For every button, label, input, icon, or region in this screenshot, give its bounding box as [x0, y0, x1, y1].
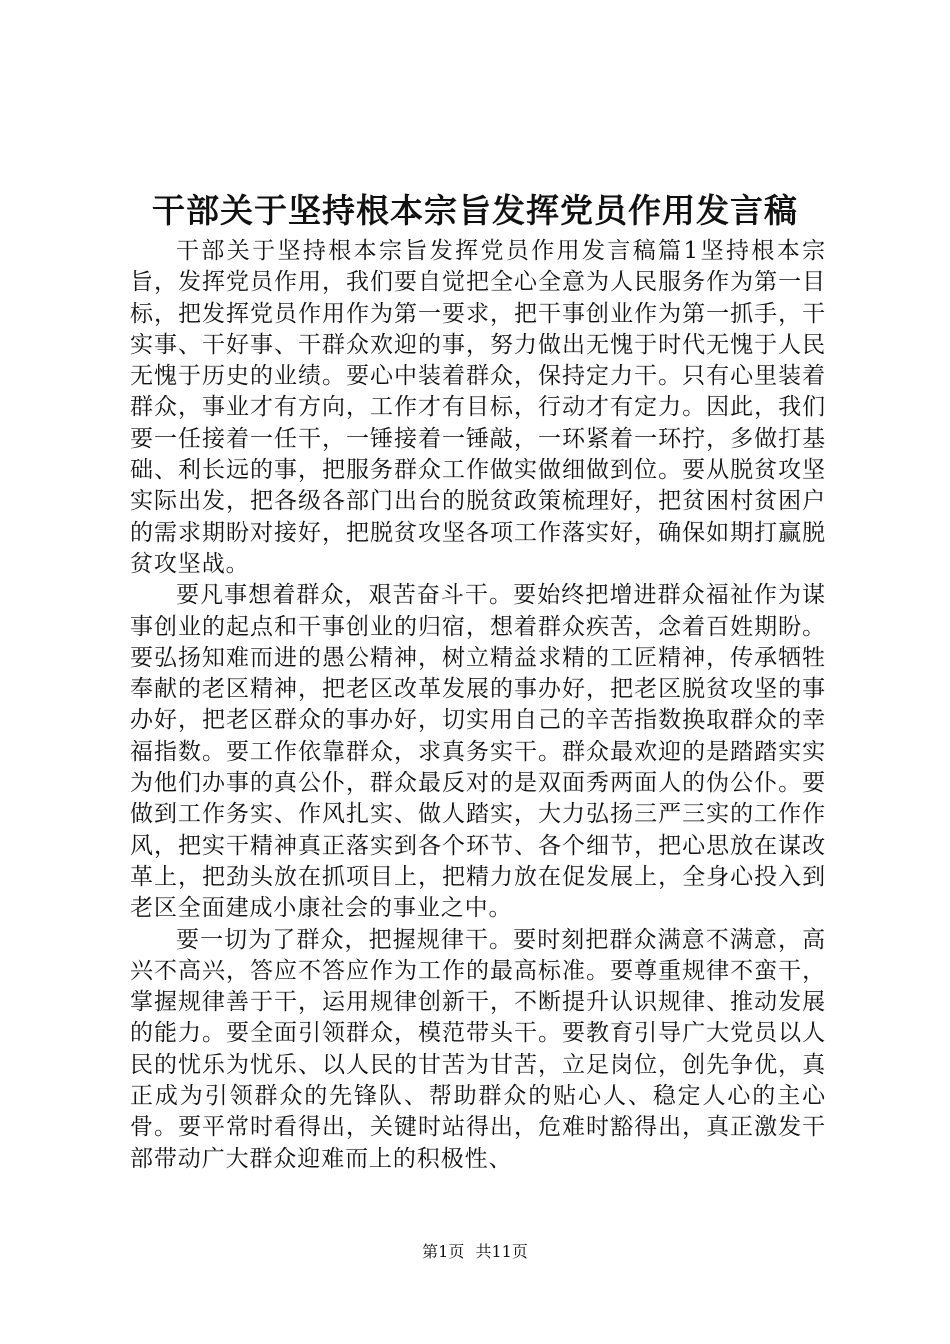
- document-title: 干部关于坚持根本宗旨发挥党员作用发言稿: [152, 191, 798, 230]
- paragraph-2: 要凡事想着群众，艰苦奋斗干。要始终把增进群众福祉作为谋事创业的起点和干事创业的归宿，想着群众疾苦，念着百姓期盼。要弘扬知难而进的愚公精神，树立精益求精的工匠精神，传承牺牲奉献的老区精神，把老区改革发展的事办好，把老区脱贫攻坚的事办好，把老区群众的事办好，切实用自己的辛苦指数换取群众的幸福指数。要工作依靠群众，求真务实干。群众最欢迎的是踏踏实实为他们办事的真公仆，群众最反对的是双面秀两面人的伪公仆。要做到工作务实、作风扎实、做人踏实，大力弘扬三严三实的工作作风，把实干精神真正落实到各个环节、各个细节，把心思放在谋改革上，把劲头放在抓项目上，把精力放在促发展上，全身心投入到老区全面建成小康社会的事业之中。: [130, 582, 826, 922]
- document-body: [130, 236, 826, 1175]
- page-total: 共11页: [475, 1242, 528, 1261]
- page-footer: [0, 1240, 950, 1264]
- page-number: 第1页: [422, 1242, 465, 1261]
- paragraph-3: 要一切为了群众，把握规律干。要时刻把群众满意不满意，高兴不高兴，答应不答应作为工作的最高标准。要尊重规律不蛮干，掌握规律善于干，运用规律创新干，不断提升认识规律、推动发展的能力。要全面引领群众，模范带头干。要教育引导广大党员以人民的忧乐为忧乐、以人民的甘苦为甘苦，立足岗位，创先争优，真正成为引领群众的先锋队、帮助群众的贴心人、稳定人心的主心骨。要平常时看得出，关键时站得出，危难时豁得出，真正激发干部带动广大群众迎难而上的积极性、: [130, 926, 826, 1172]
- paragraph-1: 干部关于坚持根本宗旨发挥党员作用发言稿篇1坚持根本宗旨，发挥党员作用，我们要自觉把全心全意为人民服务作为第一目标，把发挥党员作用作为第一要求，把干事创业作为第一抓手，干实事、干好事、干群众欢迎的事，努力做出无愧于时代无愧于人民无愧于历史的业绩。要心中装着群众，保持定力干。只有心里装着群众，事业才有方向，工作才有目标，行动才有定力。因此，我们要一任接着一任干，一锤接着一锤敲，一环紧着一环拧，多做打基础、利长远的事，把服务群众工作做实做细做到位。要从脱贫攻坚实际出发，把各级各部门出台的脱贫政策梳理好，把贫困村贫困户的需求期盼对接好，把脱贫攻坚各项工作落实好，确保如期打赢脱贫攻坚战。: [130, 238, 826, 577]
